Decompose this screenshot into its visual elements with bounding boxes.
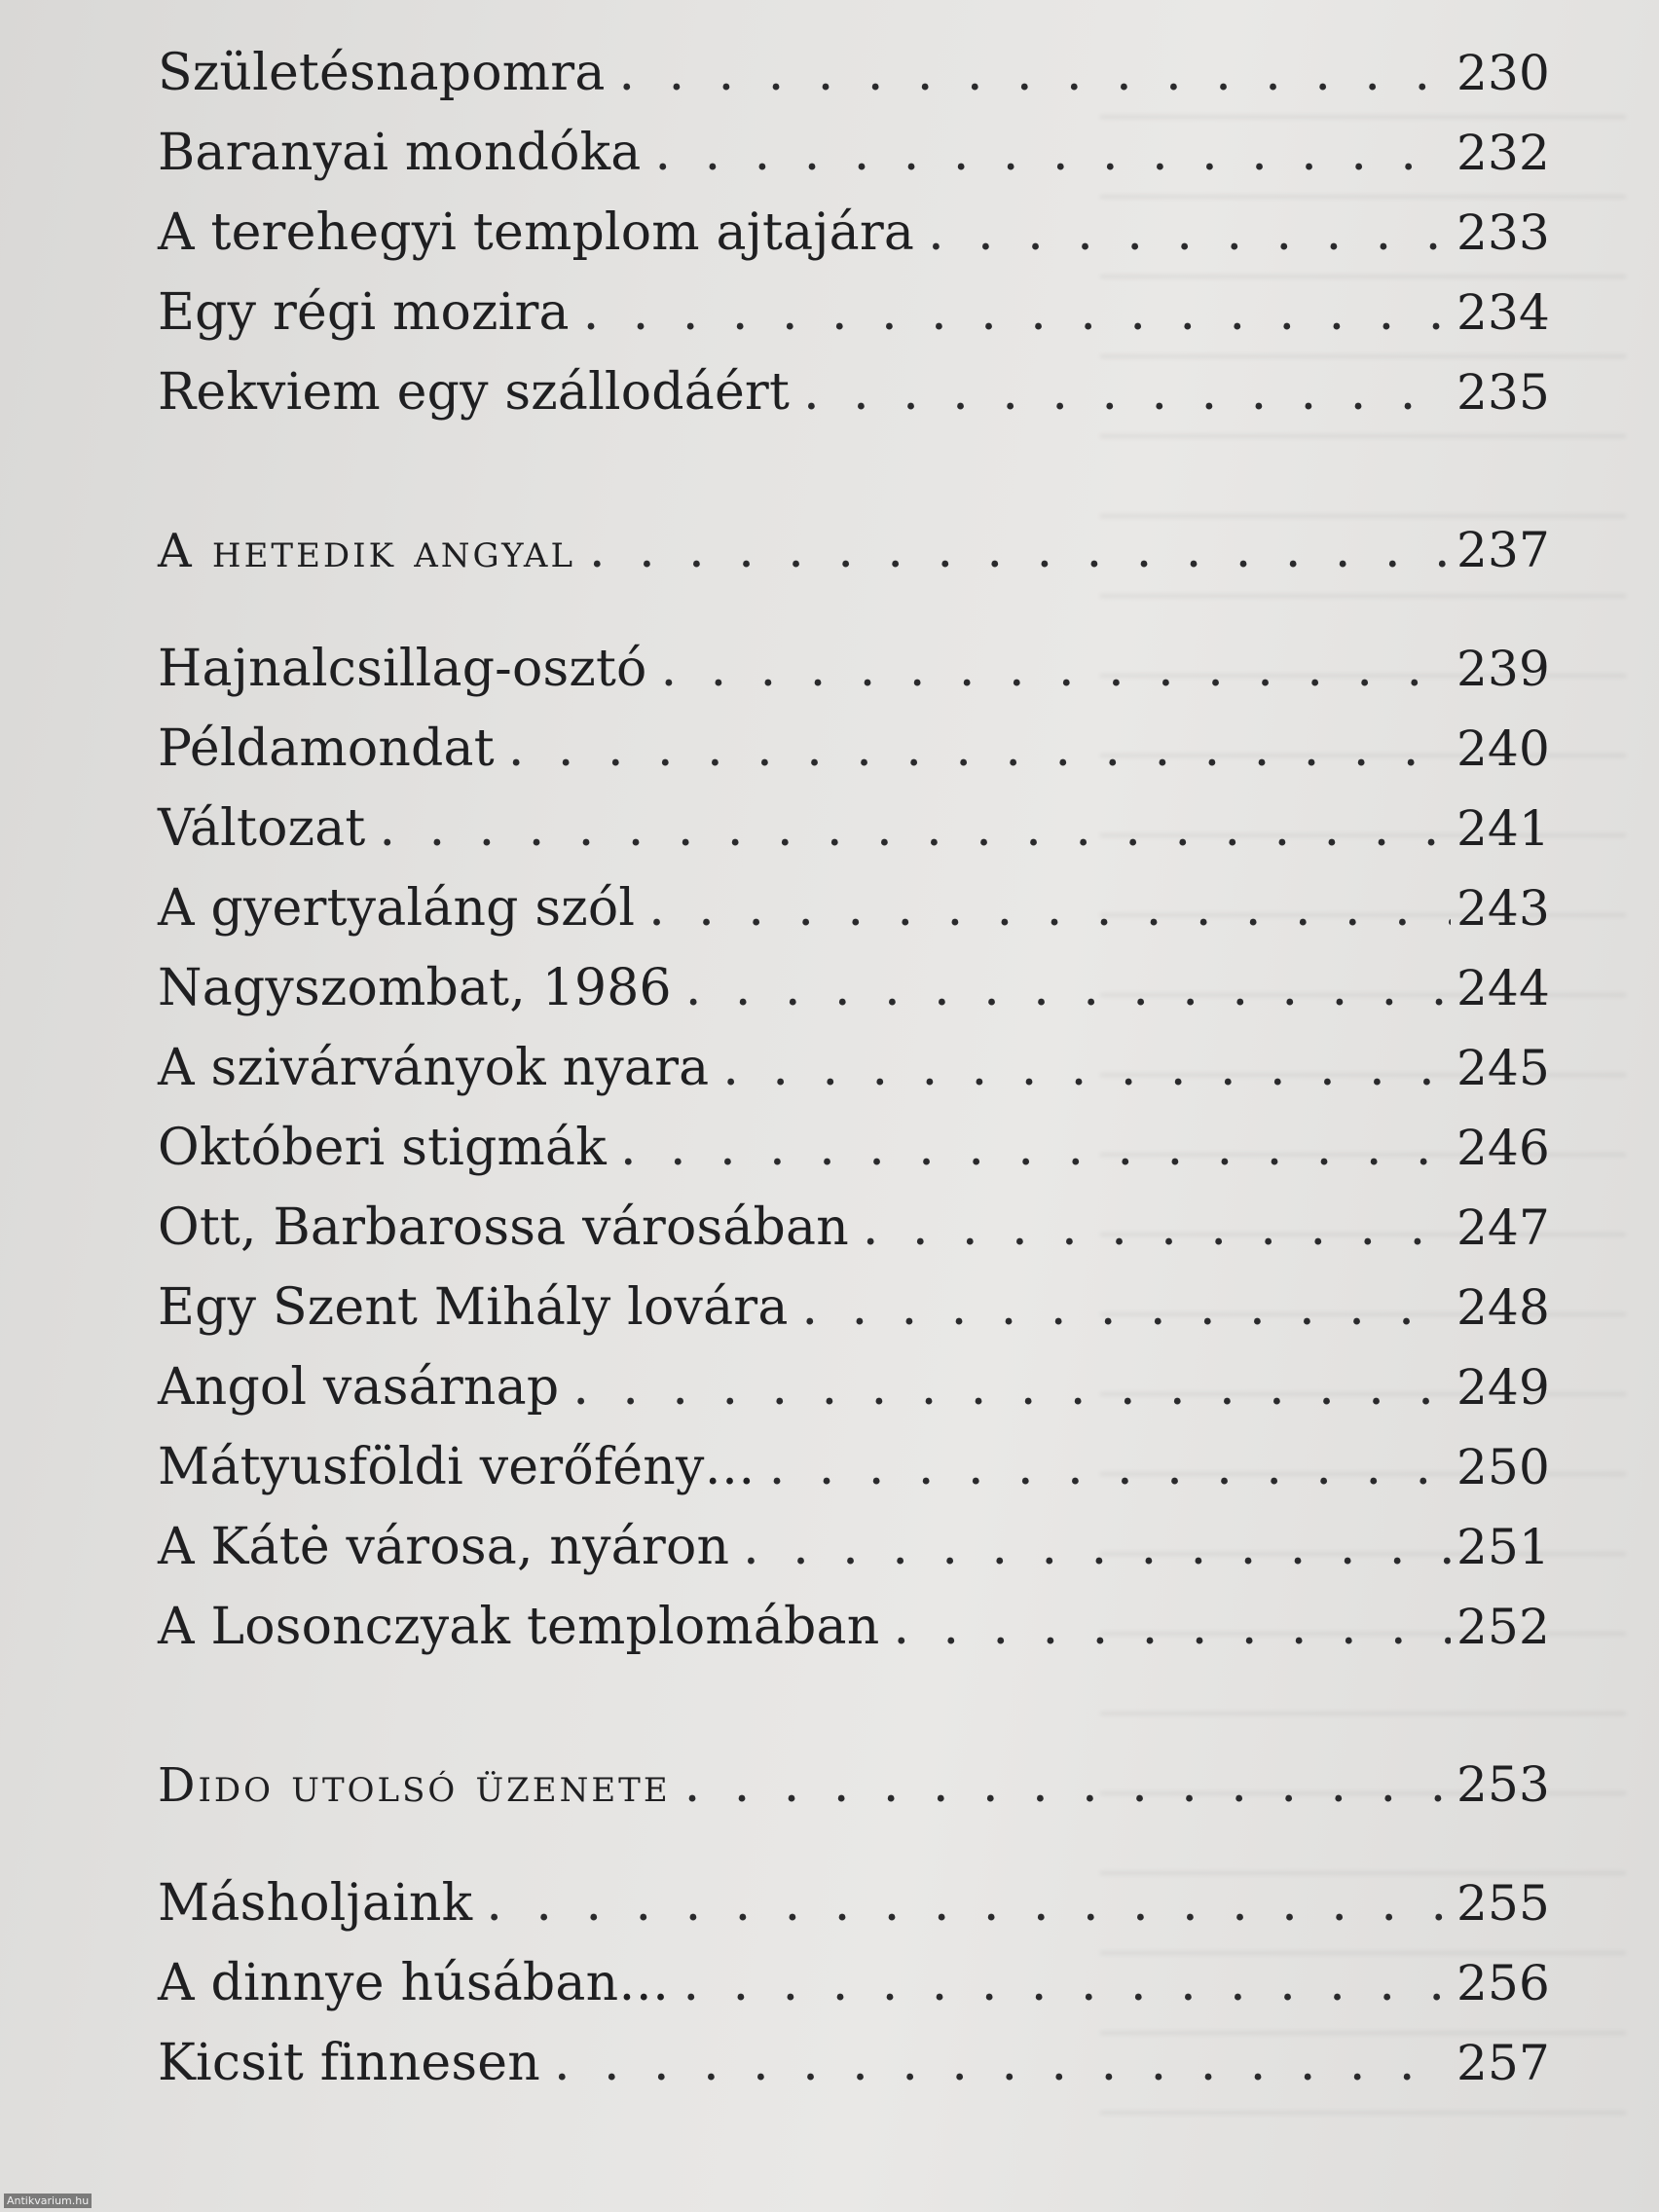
toc-entry-page: 251 [1456, 1519, 1551, 1575]
section-title: A hetedik angyal [158, 524, 576, 578]
toc-entry [158, 1507, 1550, 1587]
toc-entry-page: 250 [1456, 1439, 1551, 1495]
toc-entry-title: A gyertyaláng szól [158, 879, 636, 938]
dot-leader [620, 1108, 1451, 1188]
toc-entry [158, 1108, 1550, 1188]
spacer [158, 1667, 1550, 1745]
toc-entry-page: 243 [1456, 880, 1551, 937]
toc-entry-page: 256 [1456, 1955, 1551, 2011]
dot-leader [743, 1507, 1451, 1587]
toc-entry [158, 193, 1550, 273]
toc-entry-title: Ott, Barbarossa városában [158, 1198, 849, 1257]
toc-section-heading [158, 510, 1550, 590]
toc-entry [158, 1587, 1550, 1667]
toc-entry-page: 230 [1456, 45, 1551, 101]
dot-leader [380, 789, 1451, 868]
dot-leader [722, 1028, 1451, 1108]
toc-entry-title: A Losonczyak templomában [158, 1598, 880, 1656]
dot-leader [803, 352, 1451, 432]
dot-leader [655, 113, 1451, 193]
toc-entry [158, 352, 1550, 432]
toc-entry-page: 245 [1456, 1040, 1551, 1096]
toc-entry-page: 235 [1456, 364, 1551, 421]
toc-entry-title: A dinnye húsában… [158, 1954, 670, 2012]
toc-entry-page: 240 [1456, 720, 1551, 777]
watermark: Antikvarium.hu [4, 2194, 92, 2208]
toc-entry-title: Októberi stigmák [158, 1119, 607, 1177]
toc-entry-page: 248 [1456, 1279, 1551, 1336]
toc-entry [158, 789, 1550, 868]
toc-entry-title: Baranyai mondóka [158, 124, 642, 182]
toc-entry-title: Rekviem egy szállodáért [158, 363, 791, 422]
toc-entry [158, 709, 1550, 789]
dot-leader [583, 273, 1451, 352]
toc-entry-title: Kicsit finnesen [158, 2034, 540, 2092]
section-page: 237 [1456, 522, 1551, 578]
toc-entry-title: A Kátė városa, nyáron [158, 1518, 730, 1576]
toc-entry-page: 232 [1456, 125, 1551, 181]
toc-entry [158, 1347, 1550, 1427]
toc-entry [158, 2023, 1550, 2103]
toc-entry-title: Egy Szent Mihály lovára [158, 1278, 789, 1337]
toc-entry-page: 247 [1456, 1199, 1551, 1256]
toc-entry [158, 1028, 1550, 1108]
toc-section-heading [158, 1745, 1550, 1825]
toc-entry [158, 1863, 1550, 1943]
toc-entry-page: 257 [1456, 2035, 1551, 2091]
section-title: Dido utolsó üzenete [158, 1758, 671, 1813]
dot-leader [893, 1587, 1451, 1667]
dot-leader [508, 709, 1451, 789]
toc-entry-page: 239 [1456, 641, 1551, 697]
toc-entry [158, 273, 1550, 352]
toc-entry-page: 241 [1456, 800, 1551, 857]
dot-leader [863, 1188, 1451, 1268]
dot-leader [619, 33, 1451, 113]
toc-entry [158, 113, 1550, 193]
dot-leader [554, 2023, 1451, 2103]
toc-entry [158, 1943, 1550, 2023]
toc-entry [158, 1188, 1550, 1268]
toc-entry [158, 629, 1550, 709]
toc-entry-title: Egy régi mozira [158, 283, 570, 342]
toc-entry-title: Hajnalcsillag-osztó [158, 640, 647, 698]
toc-entry [158, 1427, 1550, 1507]
toc-entry-title: A terehegyi templom ajtajára [158, 203, 915, 262]
toc-entry-page: 249 [1456, 1359, 1551, 1416]
toc-entry-title: Nagyszombat, 1986 [158, 959, 672, 1017]
toc-entry-page: 255 [1456, 1875, 1551, 1932]
spacer [158, 1825, 1550, 1863]
toc-entry [158, 948, 1550, 1028]
spacer [158, 432, 1550, 510]
table-of-contents [158, 33, 1550, 2103]
dot-leader [685, 948, 1451, 1028]
dot-leader [684, 1745, 1451, 1825]
dot-leader [661, 629, 1451, 709]
toc-entry-title: Mátyusföldi verőfény… [158, 1438, 756, 1496]
toc-entry [158, 33, 1550, 113]
toc-entry-page: 246 [1456, 1120, 1551, 1176]
dot-leader [486, 1863, 1451, 1943]
dot-leader [928, 193, 1451, 273]
spacer [158, 590, 1550, 629]
toc-entry-title: Születésnapomra [158, 44, 606, 102]
section-page: 253 [1456, 1756, 1551, 1813]
toc-entry-title: Angol vasárnap [158, 1358, 560, 1417]
toc-entry [158, 868, 1550, 948]
dot-leader [648, 868, 1451, 948]
toc-entry-page: 233 [1456, 204, 1551, 261]
toc-entry-title: Másholjaink [158, 1874, 473, 1933]
dot-leader [769, 1427, 1451, 1507]
toc-entry-title: A szivárványok nyara [158, 1039, 710, 1097]
toc-entry-title: Példamondat [158, 719, 495, 778]
dot-leader [683, 1943, 1451, 2023]
toc-entry [158, 1268, 1550, 1347]
dot-leader [802, 1268, 1451, 1347]
toc-entry-title: Változat [158, 799, 366, 858]
toc-entry-page: 234 [1456, 284, 1551, 341]
toc-entry-page: 244 [1456, 960, 1551, 1016]
dot-leader [572, 1347, 1451, 1427]
dot-leader [589, 510, 1451, 590]
toc-entry-page: 252 [1456, 1599, 1551, 1655]
